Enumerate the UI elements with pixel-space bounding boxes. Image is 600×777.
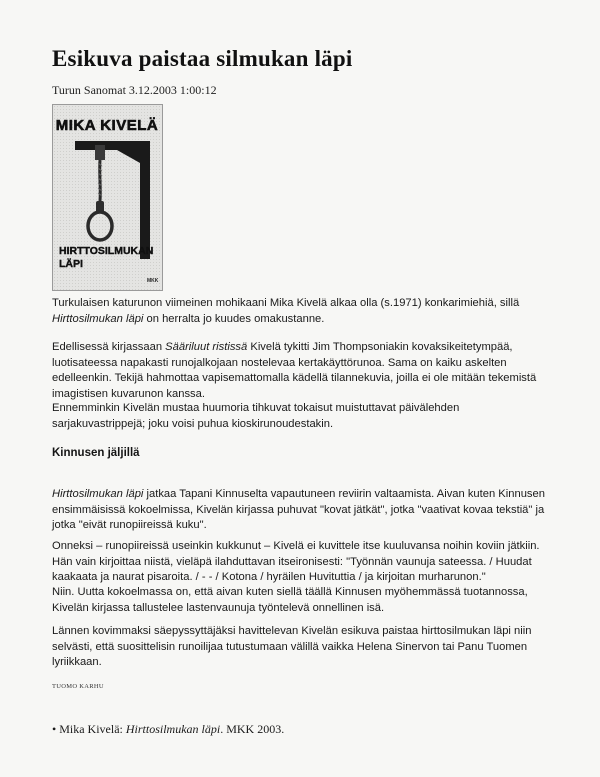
paragraph-5: Onneksi – runopiireissä useinkin kukkunut – Kivelä ei kuvittele itse kuuluvansa noihin koviin jätkiin. Hän vain kirjoittaa niistä, vieläpä ilahduttavan itseironisesti: "Työnnän vaunuja sateessa. / Huudat kaakaata ja naurat pisaroita. / - - / Kotona / hyräilen Huvituttia / ja kirjoitan murharunon." [52, 540, 540, 583]
author-signature: TUOMO KARHU [52, 683, 104, 690]
paragraph-4: Hirttosilmukan läpi jatkaa Tapani Kinnuselta vapautuneen reviirin valtaamista. Aivan kuten Kinnusen ensimmäisissä kokoelmissa, Kivelän kirjassa puhuvat "kovat jätkät", jotka "vaativat kovaa tekstiä" ja jotka "eivät runopiireissä kuku". [52, 488, 545, 531]
cover-publisher: MKK [147, 278, 159, 284]
paragraph-7: Lännen kovimmaksi säepyssyttäjäksi havittelevan Kivelän esikuva paistaa hirttosilmukan läpi niin selvästi, että suosittelisin runoilijaa tutustumaan välillä vaikka Helena Sinervon tai Panu Tuomen lyriikkaan. [52, 625, 532, 668]
cover-illustration [53, 105, 162, 290]
cover-title-line1: HIRTTOSILMUKAN [59, 245, 154, 257]
book-reference: • Mika Kivelä: Hirttosilmukan läpi. MKK 2003. [52, 722, 285, 736]
paragraph-6: Niin. Uutta kokoelmassa on, että aivan kuten siellä täällä Kinnusen myöhemmässä tuotannossa, Kivelän kirjassa tallustelee lastenvaunuja työntelevä onnellinen isä. [52, 586, 528, 614]
paragraph-1: Turkulaisen katurunon viimeinen mohikaani Mika Kivelä alkaa olla (s.1971) konkarimiehiä, sillä Hirttosilmukan läpi on herralta jo kuudes omakustanne. [52, 297, 520, 325]
paragraph-3: Ennemminkin Kivelän mustaa huumoria tihkuvat tokaisut muistuttavat päivälehden sarjakuvastrippejä; joku voisi puhua kioskirunoudestakin. [52, 402, 460, 430]
article-title: Esikuva paistaa silmukan läpi [52, 46, 353, 71]
article-byline: Turun Sanomat 3.12.2003 1:00:12 [52, 83, 217, 97]
cover-author: MIKA KIVELÄ [55, 117, 159, 134]
cover-title-line2: LÄPI [59, 258, 83, 270]
paragraph-2: Edellisessä kirjassaan Sääriluut ristissä Kivelä tykitti Jim Thompsoniakin kovaksikeitetympää, luotisateessa napakasti runojalkojaan nostelevaa kertakäyttörunoa. Sama on kaiku askelten edelleenkin. Tekijä hahmottaa vapisemattomalla kädellä tilannekuvia, joilla ei ole mitään tekemistä imagistisen kuvarunon kanssa. [52, 341, 537, 400]
section-subheading: Kinnusen jäljillä [52, 447, 140, 459]
book-cover [52, 104, 163, 291]
